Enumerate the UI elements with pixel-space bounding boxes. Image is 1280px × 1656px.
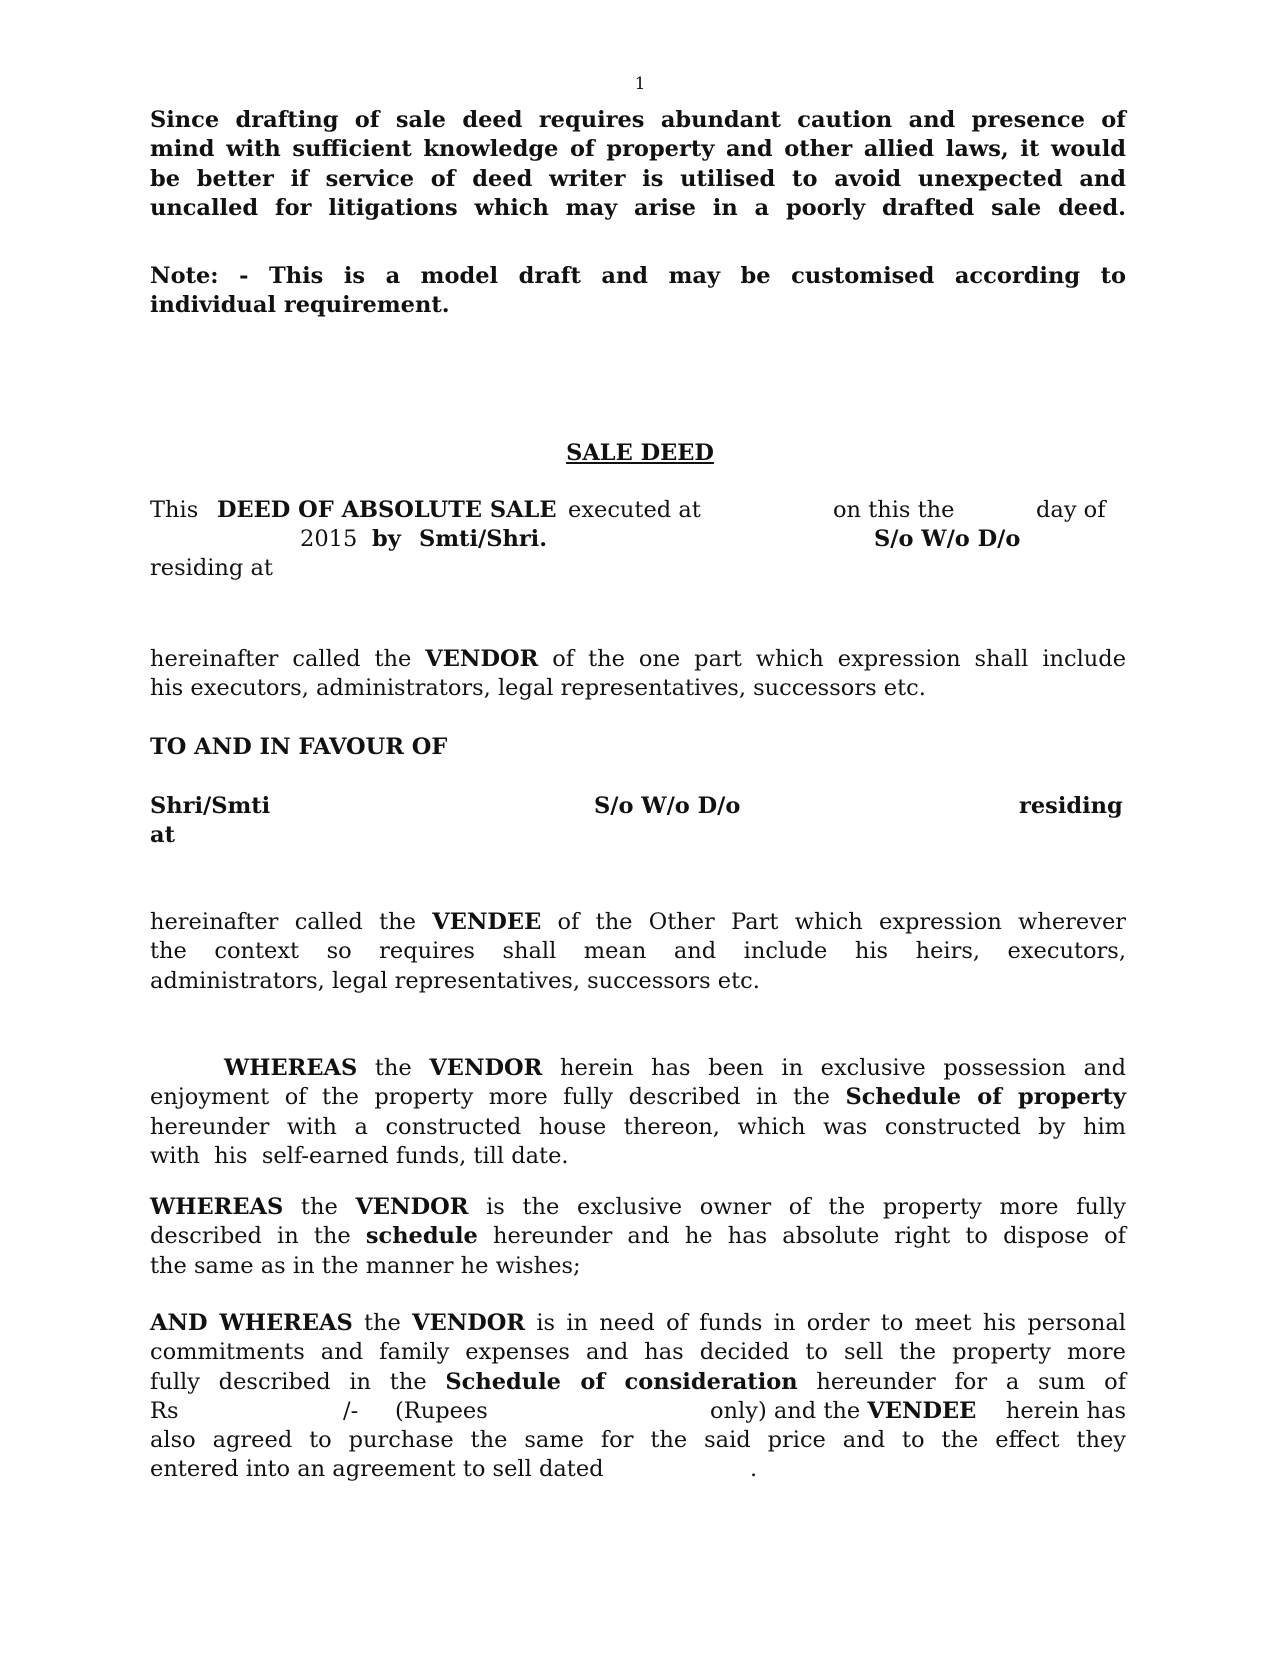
whereas3-line: also agreed to purchase the same for the said price and to the effect they (150, 1427, 1126, 1454)
whereas3-period: . (750, 1456, 758, 1483)
whereas3-line: commitments and family expenses and has decided to sell the property more (150, 1339, 1126, 1366)
deed-relation: S/o W/o D/o (874, 526, 1021, 552)
vendee-relation: S/o W/o D/o (594, 793, 741, 819)
deed-by: by (372, 526, 401, 552)
whereas3-herein-has: herein has (1005, 1397, 1126, 1424)
intro-line: uncalled for litigations which may arise in a poorly drafted sale deed. (150, 194, 1126, 221)
vendee-pre: hereinafter called the (150, 909, 416, 935)
vendee-term: VENDEE (432, 909, 542, 935)
deed-on-this-the: on this the (833, 497, 955, 523)
whereas3-vendee: VENDEE (867, 1397, 977, 1424)
whereas1-line (150, 1083, 1126, 1112)
vendor-paragraph (150, 645, 1126, 704)
favour-heading: TO AND IN FAVOUR OF (150, 734, 448, 760)
vendor-term: VENDOR (425, 646, 539, 672)
deed-smti-shri: Smti/Shri. (419, 526, 548, 552)
whereas3-the: the (363, 1310, 401, 1336)
vendee-residing: residing (1019, 793, 1123, 819)
whereas3-rs: Rs (150, 1397, 179, 1424)
whereas2-the: the (300, 1194, 338, 1220)
vendee-post: of the Other Part which expression wherever (557, 909, 1127, 935)
vendee-shri-smti: Shri/Smti (150, 793, 271, 819)
whereas2-vendor: VENDOR (355, 1194, 469, 1220)
intro-line: mind with sufficient knowledge of property and other allied laws, it would (150, 136, 1126, 163)
whereas-paragraph-3 (150, 1309, 1126, 1485)
whereas3-slash: /- (343, 1397, 359, 1424)
deed-executed-at: executed at (568, 497, 701, 523)
deed-residing-at: residing at (150, 555, 273, 581)
whereas3-line6: entered into an agreement to sell dated (150, 1456, 604, 1483)
deed-name: DEED OF ABSOLUTE SALE (217, 497, 557, 523)
whereas1-line2-pre: enjoyment of the property more fully described in the (150, 1084, 830, 1111)
whereas3-vendor: VENDOR (412, 1310, 526, 1336)
deed-this: This (150, 497, 199, 523)
note-line: individual requirement. (150, 292, 450, 319)
whereas1-whereas: WHEREAS (224, 1055, 358, 1081)
vendee-line: administrators, legal representatives, successors etc. (150, 967, 760, 994)
whereas1-vendor: VENDOR (429, 1055, 543, 1081)
whereas1-rest: herein has been in exclusive possession and (559, 1055, 1126, 1081)
whereas2-line2-post: hereunder and he has absolute right to dispose of (492, 1223, 1127, 1250)
whereas-paragraph-2 (150, 1193, 1126, 1281)
whereas3-line3-post: hereunder for a sum of (816, 1368, 1127, 1395)
vendee-line (150, 908, 1126, 937)
whereas2-line (150, 1193, 1126, 1222)
note-line: Note: - This is a model draft and may be customised according to (150, 263, 1126, 289)
whereas2-line: the same as in the manner he wishes; (150, 1252, 581, 1279)
whereas3-last-line (150, 1455, 1126, 1484)
whereas3-schedule: Schedule of consideration (445, 1368, 798, 1395)
page-number: 1 (634, 74, 646, 94)
intro-line: Since drafting of sale deed requires abundant caution and presence of (150, 107, 1126, 133)
whereas3-rupees: (Rupees (395, 1397, 488, 1424)
intro-line: be better if service of deed writer is utilised to avoid unexpected and (150, 165, 1126, 192)
whereas3-rest: is in need of funds in order to meet his personal (536, 1310, 1127, 1336)
whereas1-line (150, 1054, 1126, 1083)
document-title: SALE DEED (566, 440, 714, 466)
whereas2-whereas: WHEREAS (150, 1194, 284, 1220)
intro-paragraph (150, 106, 1126, 223)
deed-day-of: day of (1036, 497, 1106, 523)
whereas1-schedule: Schedule of property (845, 1084, 1126, 1111)
whereas3-line3-pre: fully described in the (150, 1368, 427, 1395)
whereas3-and-whereas: AND WHEREAS (150, 1310, 353, 1336)
vendor-line (150, 645, 1126, 674)
vendee-paragraph (150, 908, 1126, 996)
whereas1-the: the (374, 1055, 412, 1081)
whereas3-line (150, 1368, 1126, 1397)
whereas2-rest: is the exclusive owner of the property more fully (486, 1194, 1126, 1220)
vendor-post: of the one part which expression shall include (552, 646, 1127, 672)
whereas2-line2-pre: described in the (150, 1223, 351, 1250)
whereas3-only-segment (710, 1397, 976, 1426)
whereas3-only: only) and the (710, 1397, 861, 1424)
vendee-at: at (150, 822, 175, 848)
vendee-line: the context so requires shall mean and include his heirs, executors, (150, 938, 1126, 965)
whereas2-line (150, 1222, 1126, 1251)
whereas1-line: hereunder with a constructed house thereon, which was constructed by him (150, 1113, 1126, 1140)
whereas-paragraph-1 (150, 1054, 1126, 1171)
note-paragraph (150, 262, 1126, 321)
vendor-line: his executors, administrators, legal representatives, successors etc. (150, 675, 926, 702)
whereas2-schedule: schedule (365, 1223, 478, 1250)
deed-year: 2015 (300, 526, 358, 552)
vendor-pre: hereinafter called the (150, 646, 412, 672)
whereas3-line (150, 1309, 1126, 1338)
whereas3-amount-line (150, 1397, 1126, 1426)
whereas1-line: with his self-earned funds, till date. (150, 1142, 569, 1169)
